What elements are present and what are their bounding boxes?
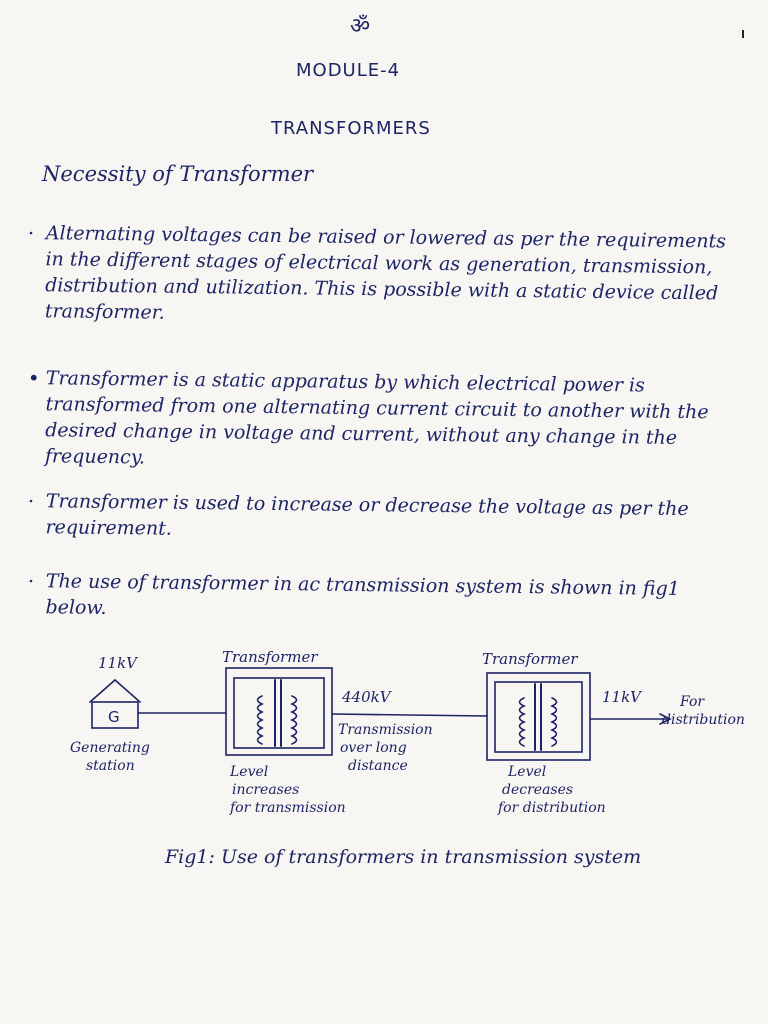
transmission-line [332, 714, 487, 716]
transformer-1-note-3: for transmission [230, 800, 346, 816]
line-label-1: Transmission [338, 722, 433, 738]
paragraph-text: Transformer is used to increase or decrease the voltage as per the requirement. [45, 490, 689, 540]
generator-symbol: G [108, 708, 120, 726]
paragraph-2 [29, 365, 730, 478]
transformer-2-title: Transformer [482, 650, 578, 668]
paragraph-text: Transformer is a static apparatus by which electrical power is transformed from one alternating current circuit to another with the desired change in voltage and current, without any change in the frequency. [44, 367, 709, 469]
output-label-1: For [680, 694, 705, 710]
transformer-2-note-1: Level [508, 764, 547, 780]
om-symbol: ॐ [350, 14, 371, 39]
page-title: TRANSFORMERS [271, 118, 431, 139]
generator-label-1: Generating [70, 740, 150, 756]
line-label-2: over long [340, 740, 407, 756]
bullet-mark: • [27, 365, 40, 391]
paragraph-1 [29, 220, 730, 333]
transformer-1-note-2: increases [232, 782, 300, 798]
transformer-1-icon [226, 668, 332, 755]
bullet-mark: · [27, 568, 35, 594]
paragraph-4 [29, 568, 730, 629]
paragraph-text: The use of transformer in ac transmission system is shown in fig1 below. [45, 570, 680, 619]
module-title: MODULE-4 [296, 60, 401, 81]
line-label-3: distance [348, 758, 408, 774]
transformer-2-note-3: for distribution [498, 800, 606, 816]
generator-label-2: station [86, 758, 135, 774]
transformer-2-icon [487, 673, 590, 760]
margin-mark [742, 30, 744, 38]
transformer-1-title: Transformer [222, 648, 318, 666]
paragraph-text: Alternating voltages can be raised or lowered as per the requirements in the different stages of electrical work as generation, transmission, distribution and utilization. This is possible with a static device called transformer. [44, 222, 727, 324]
output-voltage: 11kV [602, 688, 642, 706]
bullet-mark: · [27, 488, 35, 514]
transformer-1-note-1: Level [230, 764, 269, 780]
bullet-mark: · [27, 220, 35, 246]
section-heading: Necessity of Transformer [42, 162, 314, 186]
transformer-2-note-2: decreases [502, 782, 574, 798]
figure-caption: Fig1: Use of transformers in transmission system [165, 846, 642, 868]
output-label-2: distribution [662, 712, 745, 728]
generator-voltage: 11kV [98, 654, 138, 672]
paragraph-3 [29, 488, 730, 549]
line-voltage: 440kV [342, 688, 391, 706]
